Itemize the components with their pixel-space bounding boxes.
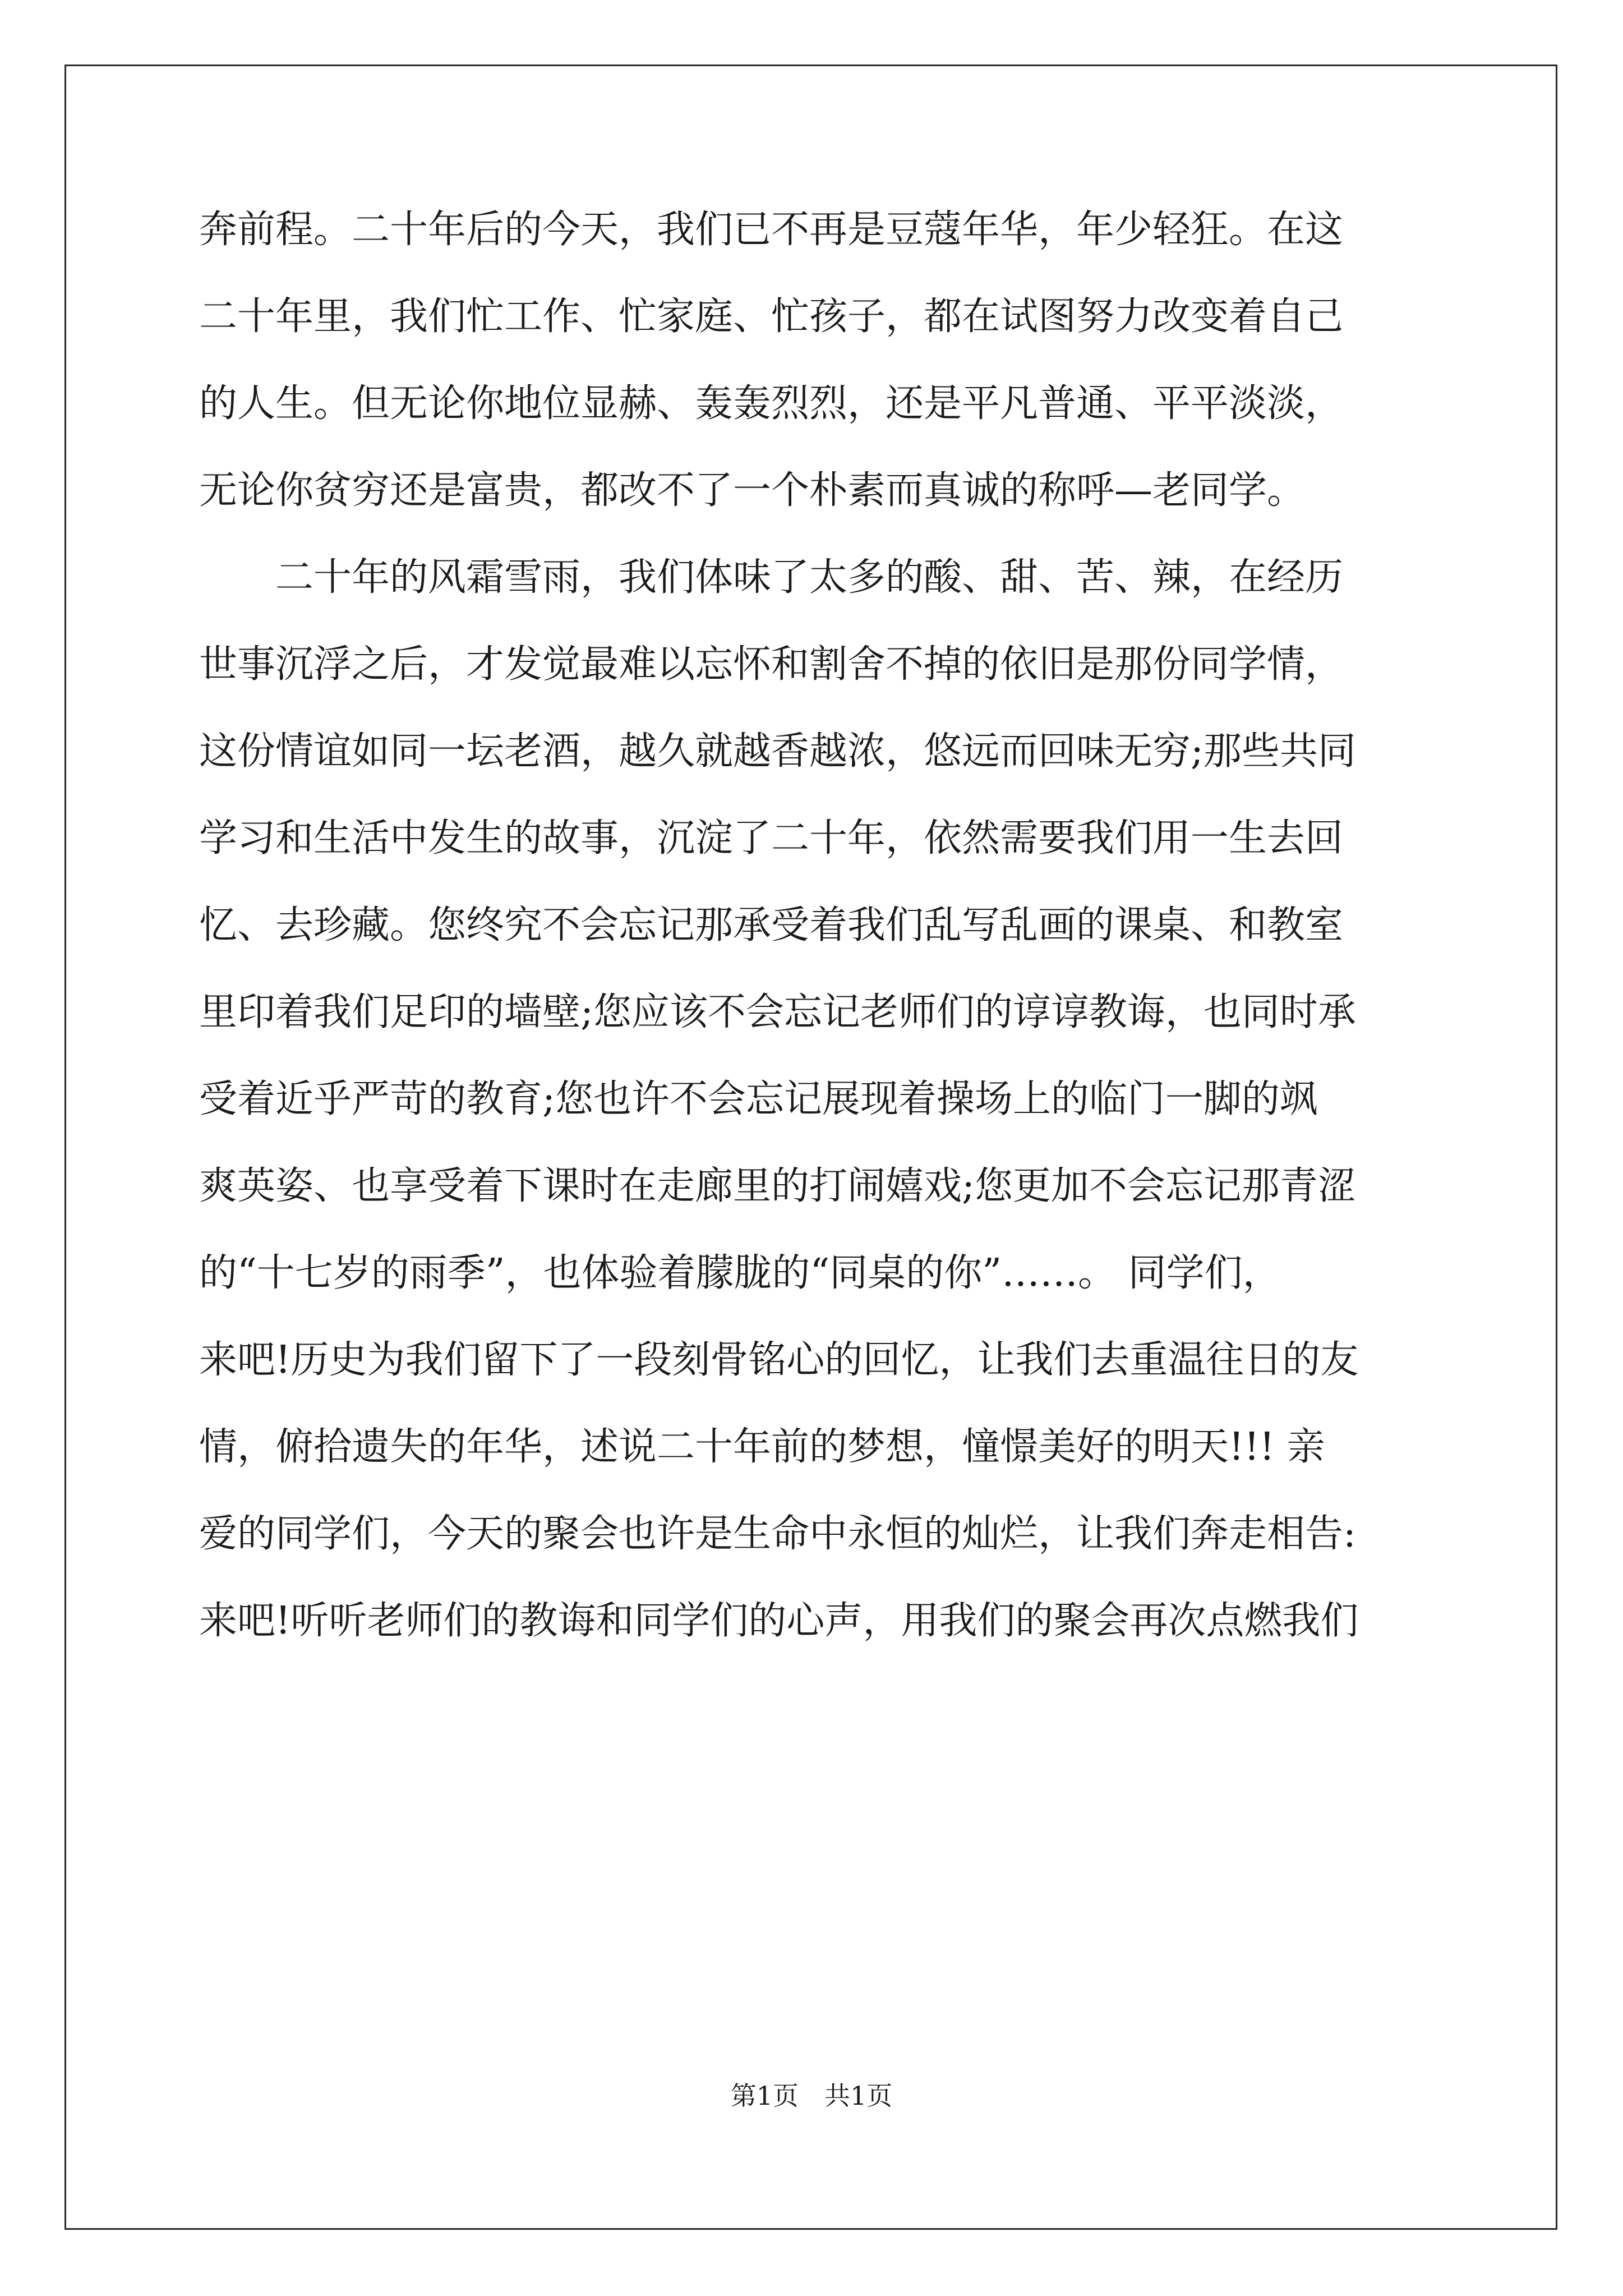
text-line: 的人生。但无论你地位显赫、轰轰烈烈，还是平凡普通、平平淡淡， (199, 381, 1344, 426)
text-line: 忆、去珍藏。您终究不会忘记那承受着我们乱写乱画的课桌、和教室 (199, 903, 1344, 947)
text-line: 无论你贫穷还是富贵，都改不了一个朴素而真诚的称呼—老同学。 (199, 468, 1306, 513)
text-line: 受着近乎严苛的教育;您也许不会忘记展现着操场上的临门一脚的飒 (199, 1077, 1318, 1121)
text-line: 来吧!历史为我们留下了一段刻骨铭心的回忆，让我们去重温往日的友 (199, 1338, 1359, 1382)
text-line: 来吧!听听老师们的教诲和同学们的心声，用我们的聚会再次点燃我们 (199, 1599, 1359, 1643)
text-line: 的“十七岁的雨季”，也体验着朦胧的“同桌的你”……。 同学们， (199, 1251, 1281, 1295)
text-line: 爱的同学们，今天的聚会也许是生命中永恒的灿烂，让我们奔走相告: (199, 1512, 1356, 1556)
text-line: 情，俯拾遗失的年华，述说二十年前的梦想，憧憬美好的明天!!! 亲 (199, 1425, 1325, 1469)
text-line: 这份情谊如同一坛老酒，越久就越香越浓，悠远而回味无穷;那些共同 (199, 729, 1356, 774)
text-line: 奔前程。二十年后的今天，我们已不再是豆蔻年华，年少轻狂。在这 (199, 208, 1344, 252)
text-line: 二十年的风霜雪雨，我们体味了太多的酸、甜、苦、辣，在经历 (199, 555, 1344, 600)
page-number: 第1页 共1页 (730, 2081, 893, 2111)
text-line: 学习和生活中发生的故事，沉淀了二十年，依然需要我们用一生去回 (199, 816, 1344, 861)
text-line: 爽英姿、也享受着下课时在走廊里的打闹嬉戏;您更加不会忘记那青涩 (199, 1164, 1356, 1208)
text-line: 里印着我们足印的墙壁;您应该不会忘记老师们的谆谆教诲，也同时承 (199, 990, 1356, 1034)
text-line: 世事沉浮之后，才发觉最难以忘怀和割舍不掉的依旧是那份同学情， (199, 642, 1344, 687)
text-line: 二十年里，我们忙工作、忙家庭、忙孩子，都在试图努力改变着自己 (199, 295, 1344, 339)
page-footer (0, 2076, 1623, 2113)
